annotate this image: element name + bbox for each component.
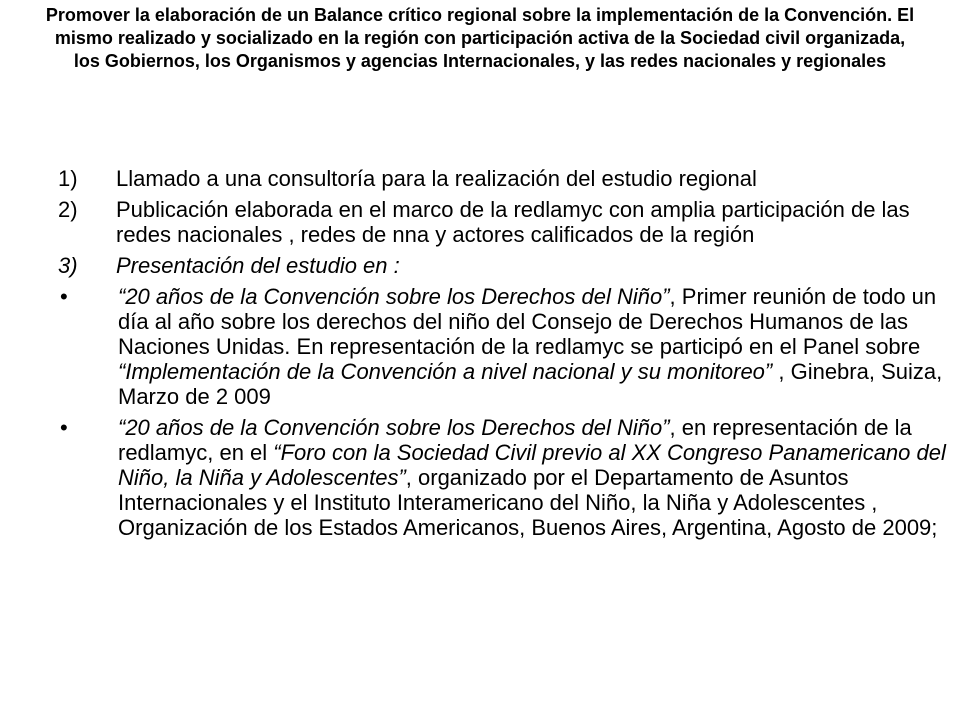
slide-body xyxy=(58,166,948,546)
forum-title: “Foro con la Sociedad Civil previo al XX Congreso Panamericano del Niño, la Niña y Adolescentes” xyxy=(118,440,946,490)
bullet-text xyxy=(118,284,948,409)
slide-title: Promover la elaboración de un Balance crítico regional sobre la implementación de la Convención. El mismo realizado y socializado en la región con participación activa de la Sociedad civil organizada, los Gobiernos, los Organismos y agencias Internacionales, y las redes nacionales y regionales xyxy=(45,5,915,71)
numbered-item-1 xyxy=(58,166,948,191)
item-text: Publicación elaborada en el marco de la redlamyc con amplia participación de las redes nacionales , redes de nna y actores calificados de la región xyxy=(116,197,910,247)
bullet-item-1 xyxy=(58,284,948,409)
event-location-date: , Ginebra, Suiza, Marzo de 2 009 xyxy=(118,359,943,409)
event-details: , en representación de la redlamyc, en el xyxy=(118,415,912,465)
event-title: “20 años de la Convención sobre los Derechos del Niño” xyxy=(118,415,670,440)
numbered-item-2 xyxy=(58,197,948,247)
panel-title: “Implementación de la Convención a nivel nacional y su monitoreo” xyxy=(118,359,773,384)
item-text: Presentación del estudio en : xyxy=(116,253,400,278)
event-organizers-location-date: , organizado por el Departamento de Asuntos Internacionales y el Instituto Interamericano del Niño, la Niña y Adolescentes , Organización de los Estados Americanos, Buenos Aires, Argentina, Agosto de 2009; xyxy=(118,465,938,540)
event-title: “20 años de la Convención sobre los Derechos del Niño” xyxy=(118,284,670,309)
bullet-text xyxy=(118,415,948,540)
item-number: 2) xyxy=(58,197,78,222)
numbered-item-3 xyxy=(58,253,948,278)
bullet-marker: • xyxy=(60,284,68,309)
item-number: 3) xyxy=(58,253,78,278)
event-details: , Primer reunión de todo un día al año sobre los derechos del niño del Consejo de Derechos Humanos de las Naciones Unidas. En representación de la redlamyc se participó en el Panel sobre xyxy=(118,284,937,359)
item-number: 1) xyxy=(58,166,78,191)
bullet-item-2 xyxy=(58,415,948,540)
item-text: Llamado a una consultoría para la realización del estudio regional xyxy=(116,166,757,191)
bullet-marker: • xyxy=(60,415,68,440)
